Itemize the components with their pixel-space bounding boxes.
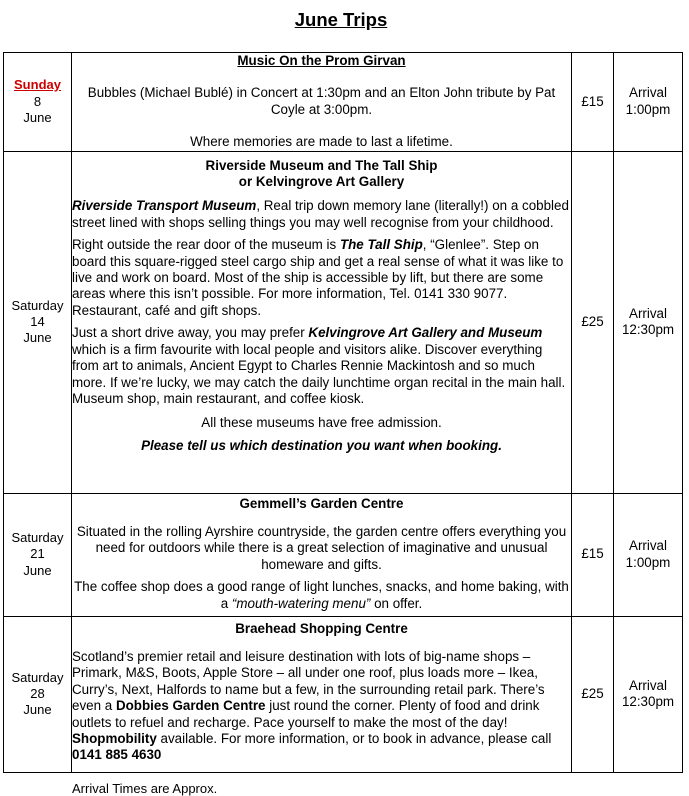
trip-date-number: 21 [30,546,45,562]
service-name: Shopmobility [72,731,157,747]
venue-name: Riverside Transport Museum [72,198,257,214]
trip-title: Braehead Shopping Centre [235,620,408,636]
trip-date-number: 8 [33,93,42,109]
trip-paragraph [72,325,571,407]
venue-name: The Tall Ship [339,237,423,253]
trip-description-cell [72,616,572,772]
arrival-label: Arrival [629,538,667,554]
trip-description-cell [72,493,572,616]
arrival-label: Arrival [629,677,667,693]
page-title: June Trips [294,9,388,30]
trip-price: £15 [572,493,614,616]
trip-month: June [23,702,52,718]
paragraph-text: Scotland’s premier retail and leisure destination with lots of big-name shops – Primark, M&S, Boots, Apple Store – all under one roof, plus loads more – Ikea, Curry’s, Next, Halfords to name but a few, in the surrounding retail park. There’s even a [72,649,545,714]
arrival-label: Arrival [629,305,667,321]
arrival-time: 12:30pm [621,322,675,338]
trip-title [72,158,571,191]
trip-day: Sunday [14,77,61,93]
trip-month: June [23,110,52,126]
table-row [4,616,683,772]
trip-price: £25 [572,151,614,493]
trip-paragraph [72,579,571,612]
table-row [4,151,683,493]
paragraph-text: Right outside the rear door of the museum is [72,237,340,253]
arrival-label: Arrival [629,85,667,101]
trip-description-cell [72,151,572,493]
trip-paragraph: Bubbles (Michael Bublé) in Concert at 1:30pm and an Elton John tribute by Pat Coyle at 3:00pm. [87,85,556,117]
footer-note: Arrival Times are Approx. [72,781,218,796]
paragraph-text: Just a short drive away, you may prefer [72,325,309,341]
table-row [4,53,683,152]
trip-date-cell [4,53,72,152]
paragraph-text: which is a firm favourite with local people and visitors alike. Discover everything from art to animals, Ancient Egypt to Charles Rennie Mackintosh and so much more. If we’re lucky, we may catch the daily lunchtime organ recital in the main hall. Museum shop, main restaurant, and coffee kiosk. [72,341,566,406]
trip-arrival-cell [614,53,683,152]
trip-date-cell [4,151,72,493]
table-row [4,493,683,616]
trip-title: Music On the Prom Girvan [237,53,406,68]
trip-day: Saturday [11,530,64,546]
trip-day: Saturday [11,297,64,313]
arrival-time: 12:30pm [621,694,675,710]
arrival-time: 1:00pm [625,101,671,117]
trip-title: Gemmell’s Garden Centre [239,495,404,511]
paragraph-text: , “Glenlee”. Step on board this square-rigged steel cargo ship and get a real sense of what it was like to live and work on board. Most of the ship is accessible by lift, but there are some areas where this isn’t possible. For more information, Tel. 0141 330 9077. Restaurant, café and gift shops. [72,237,564,318]
paragraph-text: just round the corner. Plenty of food and drink outlets to refuel and recharge. Pace yourself to make the most of the day! [72,698,540,730]
trip-arrival-cell [614,151,683,493]
paragraph-text: , Real trip down memory lane (literally!) on a cobbled street lined with shops selling things you may well recognise from your childhood. [72,198,569,230]
trip-paragraph: Situated in the rolling Ayrshire countryside, the garden centre offers everything you need for outdoors while there is a great selection of imaginative and unusual homeware and gifts. [76,524,567,572]
admission-note: All these museums have free admission. [201,415,442,431]
trip-date-cell [4,493,72,616]
venue-name: Dobbies Garden Centre [115,698,266,714]
booking-note: Please tell us which destination you want when booking. [141,437,502,453]
trip-month: June [23,562,52,578]
trip-paragraph [72,649,571,764]
trip-date-cell [4,616,72,772]
trip-paragraph: Where memories are made to last a lifetime. [190,134,453,150]
trip-title-line: Riverside Museum and The Tall Ship [205,157,438,173]
trip-price: £25 [572,616,614,772]
trip-paragraph [72,198,571,231]
trip-date-number: 14 [30,313,45,329]
trip-description-cell [72,53,572,152]
trip-date-number: 28 [30,685,45,701]
trip-day: Saturday [11,669,64,685]
menu-quote: “mouth-watering menu” [231,595,371,611]
trip-arrival-cell [614,493,683,616]
venue-name: Kelvingrove Art Gallery and Museum [308,325,543,341]
trip-month: June [23,330,52,346]
paragraph-text: available. For more information, or to book in advance, please call [156,731,552,747]
phone-number: 0141 885 4630 [72,747,162,763]
trips-table [3,52,683,773]
arrival-time: 1:00pm [625,554,671,570]
trip-paragraph [72,237,571,319]
trip-title-line: or Kelvingrove Art Gallery [238,174,405,190]
trip-price: £15 [572,53,614,152]
paragraph-text: on offer. [370,595,423,611]
trip-arrival-cell [614,616,683,772]
paragraph-text: The coffee shop does a good range of light lunches, snacks, and home baking, with a [74,579,569,611]
